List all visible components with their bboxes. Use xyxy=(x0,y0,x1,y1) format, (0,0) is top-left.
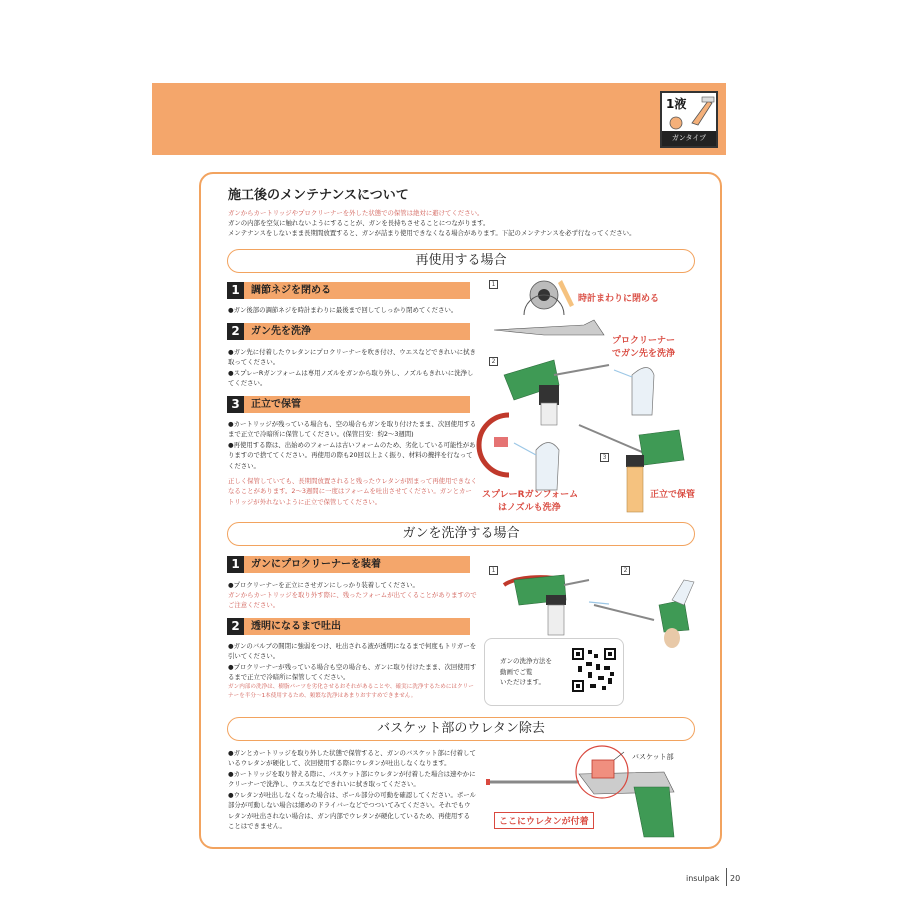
step-note: ガンからカートリッジを取り外す際に、残ったフォームが出てくることがありますのでご注意ください。 xyxy=(228,591,477,610)
badge-type: ガンタイプ xyxy=(662,131,716,146)
cleaning-illustration xyxy=(484,560,714,650)
basket-callout: ここにウレタンが付着 xyxy=(494,812,594,829)
basket-text: ●カートリッジを取り替える際に、バスケット部にウレタンが付着した場合は速やかにクリーナーで洗浄し、ウエスなどできれいに拭き取ってください。 xyxy=(228,770,476,789)
step-text: ●再使用する際は、出始めのフォームは古いフォームのため、劣化している可能性がありますので捨ててください。再使用の際も20回以上よく振り、材料の攪拌を行なってください。 xyxy=(228,441,476,470)
page-number: 20 xyxy=(730,874,741,883)
step-text: ●ガン先に付着したウレタンにプロクリーナーを吹き付け、ウエスなどできれいに拭き取ってください。 xyxy=(228,348,476,367)
step-number: 3 xyxy=(227,396,244,413)
step-title: 透明になるまで吐出 xyxy=(251,621,341,632)
callout-clean-tip-2: でガン先を洗浄 xyxy=(612,349,676,359)
callout-nozzle-2: はノズルも洗浄 xyxy=(498,503,561,513)
basket-text: ●ガンとカートリッジを取り外した状態で保管すると、ガンのバスケット部に付着しているウレタンが硬化して、次回使用する際にウレタンが吐出しなくなります。 xyxy=(228,749,476,768)
qr-text-line: 動画でご覧 xyxy=(500,667,533,676)
step-text: ●カートリッジが残っている場合も、空の場合もガンを取り付けたまま、次回使用するまで正立で冷暗所に保管してください。(保管目安：約2～3週間) xyxy=(228,420,477,439)
qr-text-line: ガンの洗浄方法を xyxy=(500,657,552,665)
illustration-number: 2 xyxy=(489,357,498,366)
step-bar xyxy=(227,618,470,635)
step-text: ●スプレーRガンフォームは専用ノズルをガンから取り外し、ノズルもきれいに洗浄してください。 xyxy=(228,369,474,388)
step-title: 調節ネジを閉める xyxy=(251,285,331,296)
illustration-number: 2 xyxy=(621,566,630,575)
reuse-illustration xyxy=(484,275,714,515)
step-bar xyxy=(227,323,470,340)
step-note: 正しく保管していても、長期間放置されると残ったウレタンが固まって再使用できなくなることがあります。2～3週間に一度はフォームを吐出させてください。ガンとカートリッジが外れないように正立で保管してください。 xyxy=(228,477,477,506)
qr-text xyxy=(500,656,570,688)
illustration-number: 3 xyxy=(600,453,609,462)
step-number: 1 xyxy=(227,282,244,299)
step-text: ●ガンのバルブの開閉に強弱をつけ、吐出される液が透明になるまで何度もトリガーを引いてください。 xyxy=(228,642,477,661)
basket-text: ●ウレタンが吐出しなくなった場合は、ボール部分の可動を確認してください。ボール部分が可動しない場合は細めのドライバーなどでつついてみてください。それでもウレタンが吐出されない場合は、ガン内部でウレタンが硬化しているため、再使用することはできません。 xyxy=(228,791,476,831)
step-text: ●プロクリーナーを正立にさせガンにしっかり装着してください。 xyxy=(228,581,419,589)
qr-text-line: いただけます。 xyxy=(500,678,545,686)
callout-close-clockwise: 時計まわりに閉める xyxy=(578,294,660,304)
brand-name: insulpak xyxy=(686,874,720,883)
step-number: 2 xyxy=(227,618,244,635)
callout-upright: 正立で保管 xyxy=(650,490,696,500)
step-number: 1 xyxy=(227,556,244,573)
step-title: 正立で保管 xyxy=(251,399,301,410)
step-text: ●ガン後部の調節ネジを時計まわりに最後まで回してしっかり閉めてください。 xyxy=(228,306,458,314)
step-title: ガンにプロクリーナーを装着 xyxy=(251,559,381,570)
footer-divider xyxy=(726,868,727,886)
header-band xyxy=(152,83,726,155)
intro-line-3: メンテナンスをしないまま長期間放置すると、ガンが詰まり使用できなくなる場合があります。下記のメンテナンスを必ず行なってください。 xyxy=(228,229,636,237)
callout-clean-tip-1: プロクリーナー xyxy=(612,336,676,346)
step-bar xyxy=(227,556,470,573)
badge-label: 1液 xyxy=(666,97,687,111)
gun-hand-icon xyxy=(662,93,720,131)
illustration-number: 1 xyxy=(489,280,498,289)
page-title: 施工後のメンテナンスについて xyxy=(228,188,409,203)
qr-code[interactable] xyxy=(572,648,616,692)
step-title: ガン先を洗浄 xyxy=(251,326,311,337)
step-bar xyxy=(227,396,470,413)
section-header-reuse: 再使用する場合 xyxy=(227,249,695,273)
callout-nozzle-1: スプレーRガンフォーム xyxy=(482,490,579,500)
section-header-cleaning: ガンを洗浄する場合 xyxy=(227,522,695,546)
illustration-number: 1 xyxy=(489,566,498,575)
badge-top xyxy=(662,93,716,131)
section-header-basket: バスケット部のウレタン除去 xyxy=(227,717,695,741)
gun-type-badge xyxy=(660,91,718,148)
basket-label: バスケット部 xyxy=(632,753,674,761)
intro-line-1: ガンからカートリッジやプロクリーナーを外した状態での保管は絶対に避けてください。 xyxy=(228,209,484,217)
step-bar xyxy=(227,282,470,299)
intro-line-2: ガンの内部を空気に触れないようにすることが、ガンを長持ちさせることにつながります。 xyxy=(228,219,490,227)
step-number: 2 xyxy=(227,323,244,340)
step-text: ●プロクリーナーが残っている場合も空の場合も、ガンに取り付けたまま、次回使用するまで正立で冷暗所に保管してください。 xyxy=(228,663,477,682)
step-note: ガン内部の洗浄は、樹脂パーツを劣化させるおそれがあることや、確実に洗浄するためにはクリーナーを半分～1本使用するため、頻繁な洗浄はあまりおすすめできません。 xyxy=(228,684,474,699)
